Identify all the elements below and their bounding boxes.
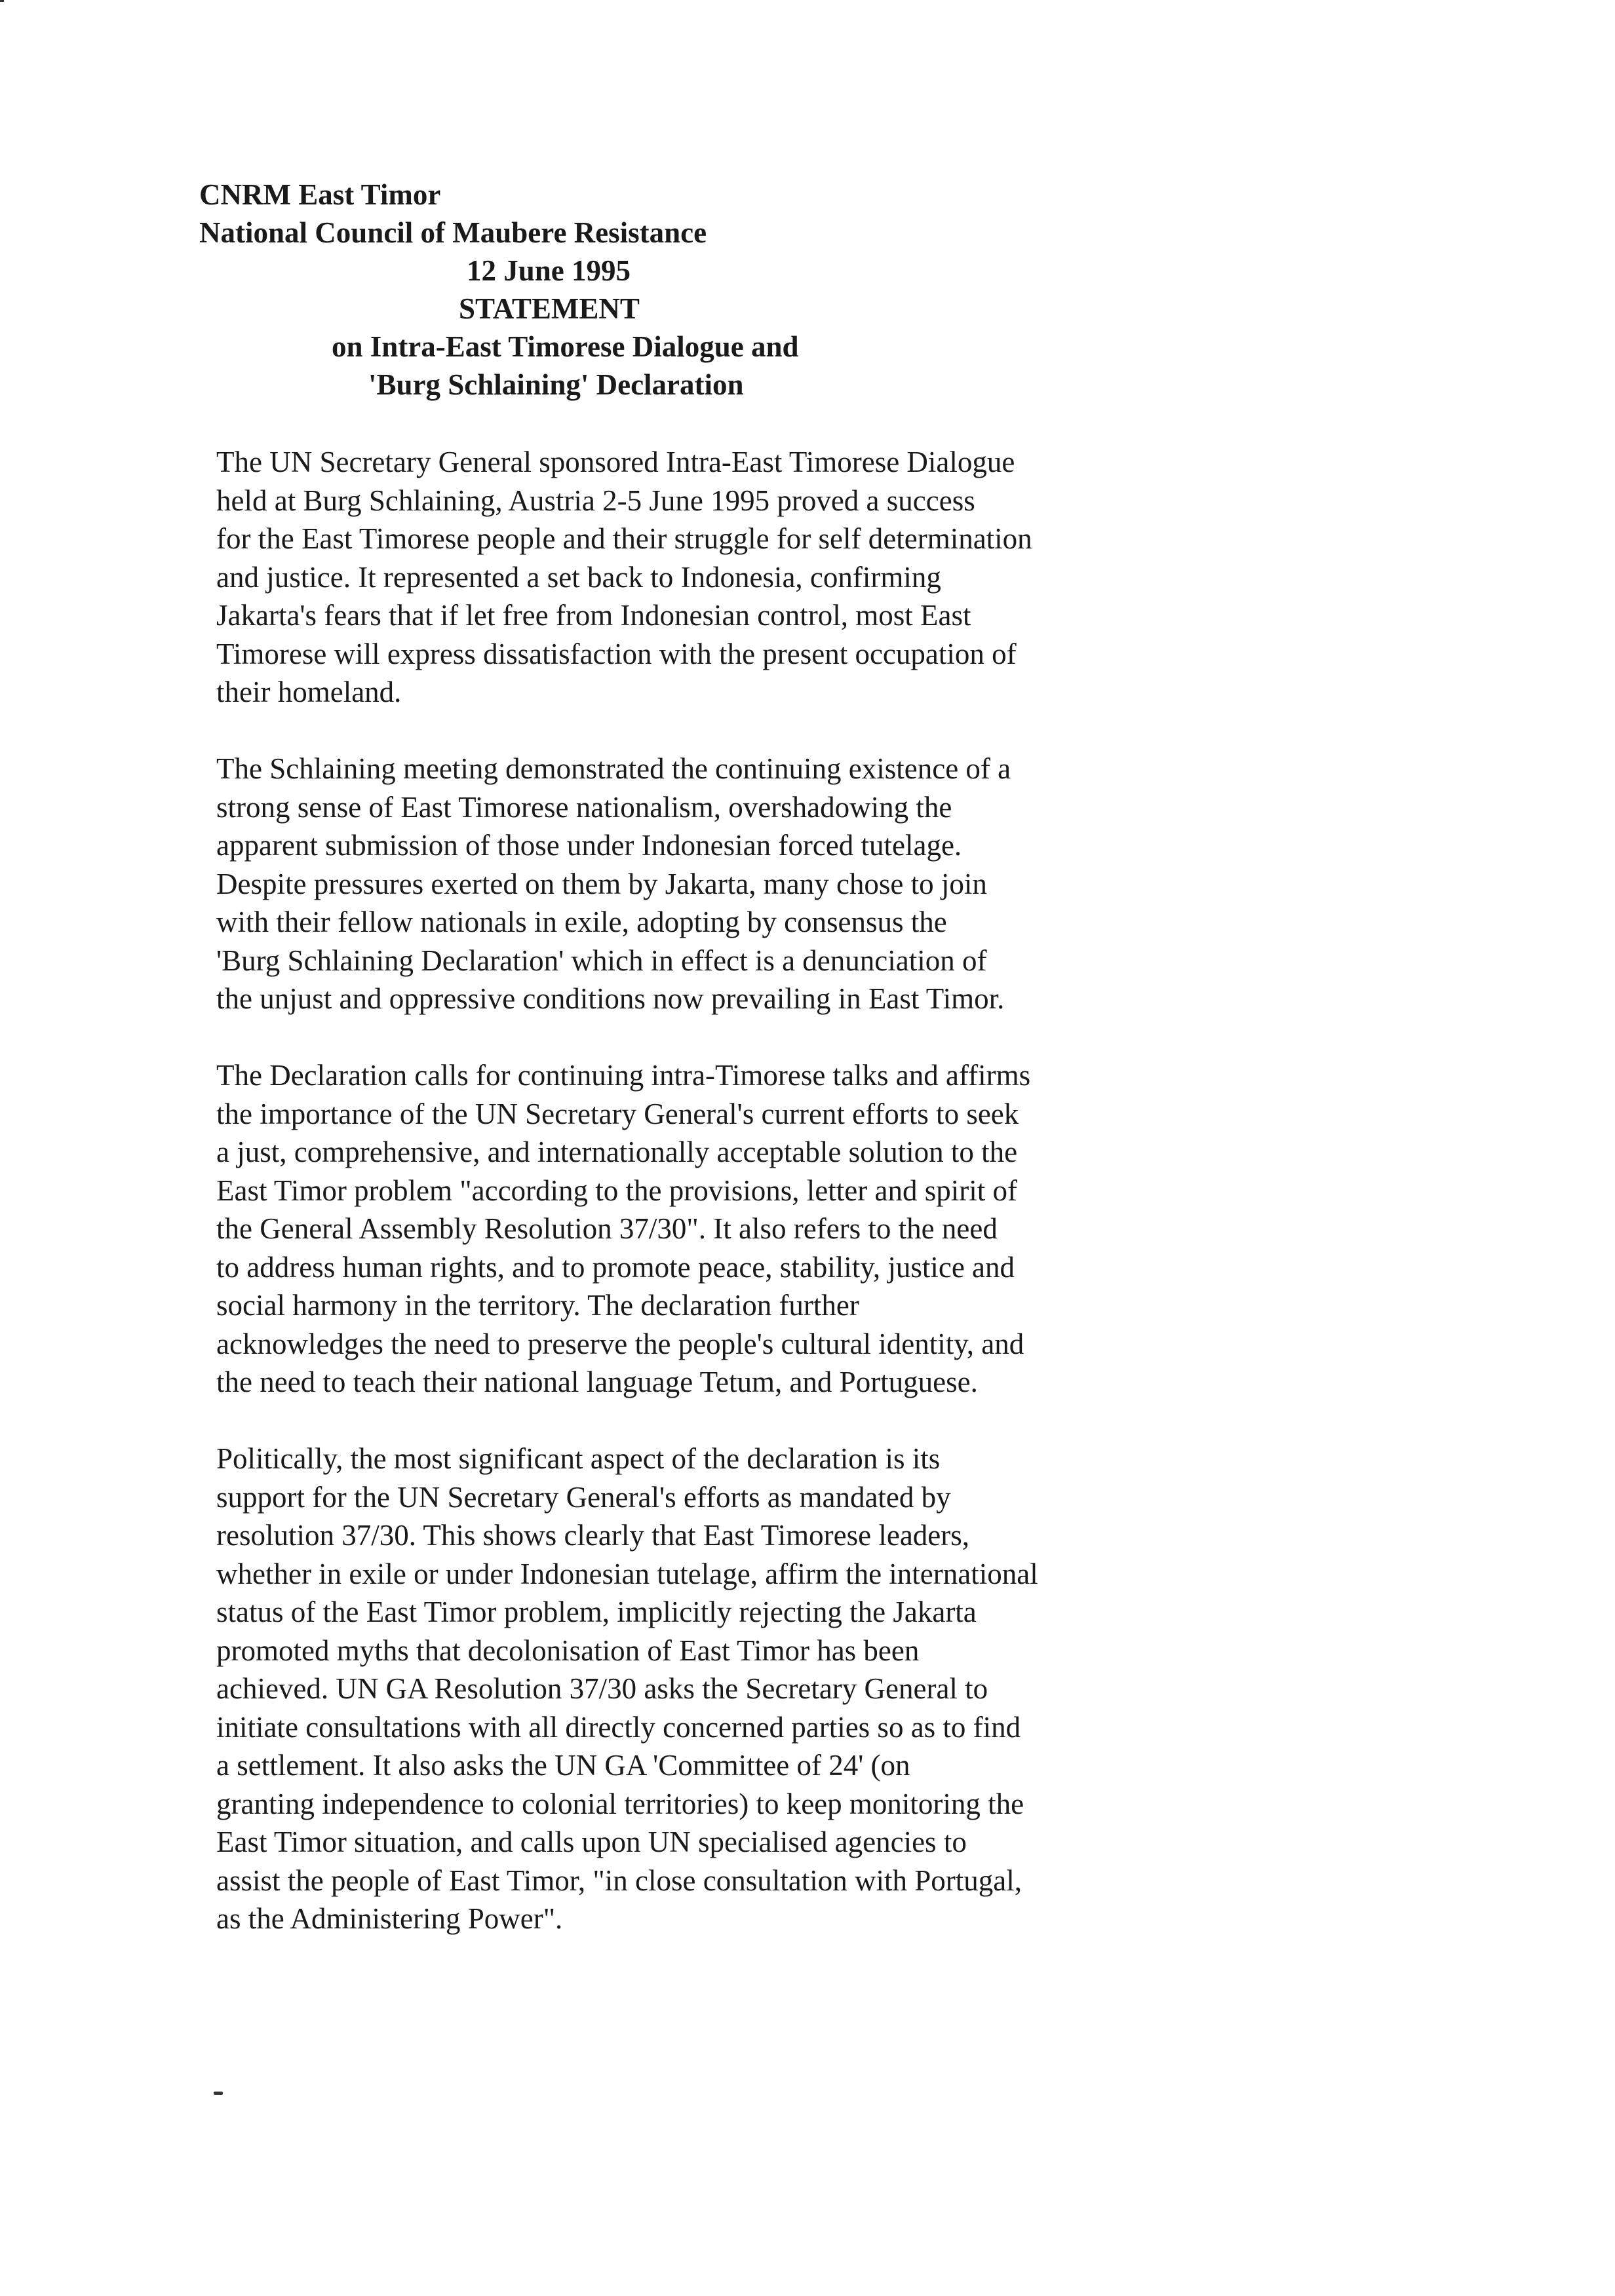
text-line: held at Burg Schlaining, Austria 2-5 June 1995 proved a success [216, 484, 975, 517]
text-line: Timorese will express dissatisfaction with the present occupation of [216, 637, 1017, 670]
text-line: Politically, the most significant aspect of the declaration is its [216, 1442, 941, 1475]
text-line: The UN Secretary General sponsored Intra-East Timorese Dialogue [216, 446, 1015, 478]
header-date: 12 June 1995 [467, 254, 631, 287]
text-line: initiate consultations with all directly concerned parties so as to find [216, 1710, 1021, 1744]
text-line: status of the East Timor problem, implicitly rejecting the Jakarta [216, 1596, 977, 1628]
header-subject-line-2: 'Burg Schlaining' Declaration [368, 368, 744, 401]
scan-mark-top [0, 0, 4, 2]
text-line: for the East Timorese people and their struggle for self determination [216, 522, 1032, 555]
header-statement-label: STATEMENT [459, 292, 640, 325]
text-line: the General Assembly Resolution 37/30". It also refers to the need [216, 1212, 998, 1245]
text-line: the need to teach their national language Tetum, and Portuguese. [216, 1366, 978, 1398]
text-line: the importance of the UN Secretary General's current efforts to seek [216, 1097, 1019, 1130]
text-line: The Declaration calls for continuing intra-Timorese talks and affirms [216, 1059, 1031, 1092]
header-council-name: National Council of Maubere Resistance [199, 216, 707, 249]
text-line: granting independence to colonial territories) to keep monitoring the [216, 1787, 1024, 1820]
text-line: East Timor problem "according to the provisions, letter and spirit of [216, 1174, 1017, 1207]
text-line: apparent submission of those under Indonesian forced tutelage. [216, 829, 962, 862]
text-line: support for the UN Secretary General's efforts as mandated by [216, 1480, 951, 1514]
text-line: and justice. It represented a set back to Indonesia, confirming [216, 560, 941, 594]
text-line: 'Burg Schlaining Declaration' which in effect is a denunciation of [216, 944, 987, 977]
text-line: a just, comprehensive, and internationally acceptable solution to the [216, 1136, 1018, 1168]
text-line: with their fellow nationals in exile, adopting by consensus the [216, 906, 947, 938]
scan-mark-bottom [214, 2092, 223, 2095]
text-line: achieved. UN GA Resolution 37/30 asks the Secretary General to [216, 1672, 988, 1705]
statement-header [199, 176, 1182, 404]
statement-body [216, 443, 1199, 1976]
paragraph-3 [216, 1056, 1199, 1402]
text-line: The Schlaining meeting demonstrated the continuing existence of a [216, 752, 1011, 785]
text-line: whether in exile or under Indonesian tutelage, affirm the international [216, 1557, 1038, 1590]
text-line: to address human rights, and to promote peace, stability, justice and [216, 1250, 1015, 1284]
text-line: the unjust and oppressive conditions now prevailing in East Timor. [216, 982, 1005, 1015]
header-organization: CNRM East Timor [199, 178, 441, 211]
text-line: resolution 37/30. This shows clearly that East Timorese leaders, [216, 1519, 970, 1552]
text-line: as the Administering Power". [216, 1902, 563, 1935]
text-line: a settlement. It also asks the UN GA 'Committee of 24' (on [216, 1749, 910, 1782]
paragraph-2 [216, 750, 1199, 1018]
text-line: East Timor situation, and calls upon UN specialised agencies to [216, 1826, 967, 1858]
text-line: promoted myths that decolonisation of East Timor has been [216, 1634, 920, 1667]
text-line: Jakarta's fears that if let free from Indonesian control, most East [216, 599, 971, 632]
text-line: assist the people of East Timor, "in close consultation with Portugal, [216, 1864, 1022, 1897]
header-subject-line-1: on Intra-East Timorese Dialogue and [332, 330, 799, 363]
text-line: their homeland. [216, 676, 402, 708]
text-line: strong sense of East Timorese nationalism, overshadowing the [216, 790, 952, 824]
text-line: social harmony in the territory. The declaration further [216, 1289, 859, 1322]
paragraph-4 [216, 1440, 1199, 1938]
paragraph-1 [216, 443, 1199, 712]
text-line: acknowledges the need to preserve the people's cultural identity, and [216, 1327, 1024, 1360]
text-line: Despite pressures exerted on them by Jakarta, many chose to join [216, 867, 987, 900]
